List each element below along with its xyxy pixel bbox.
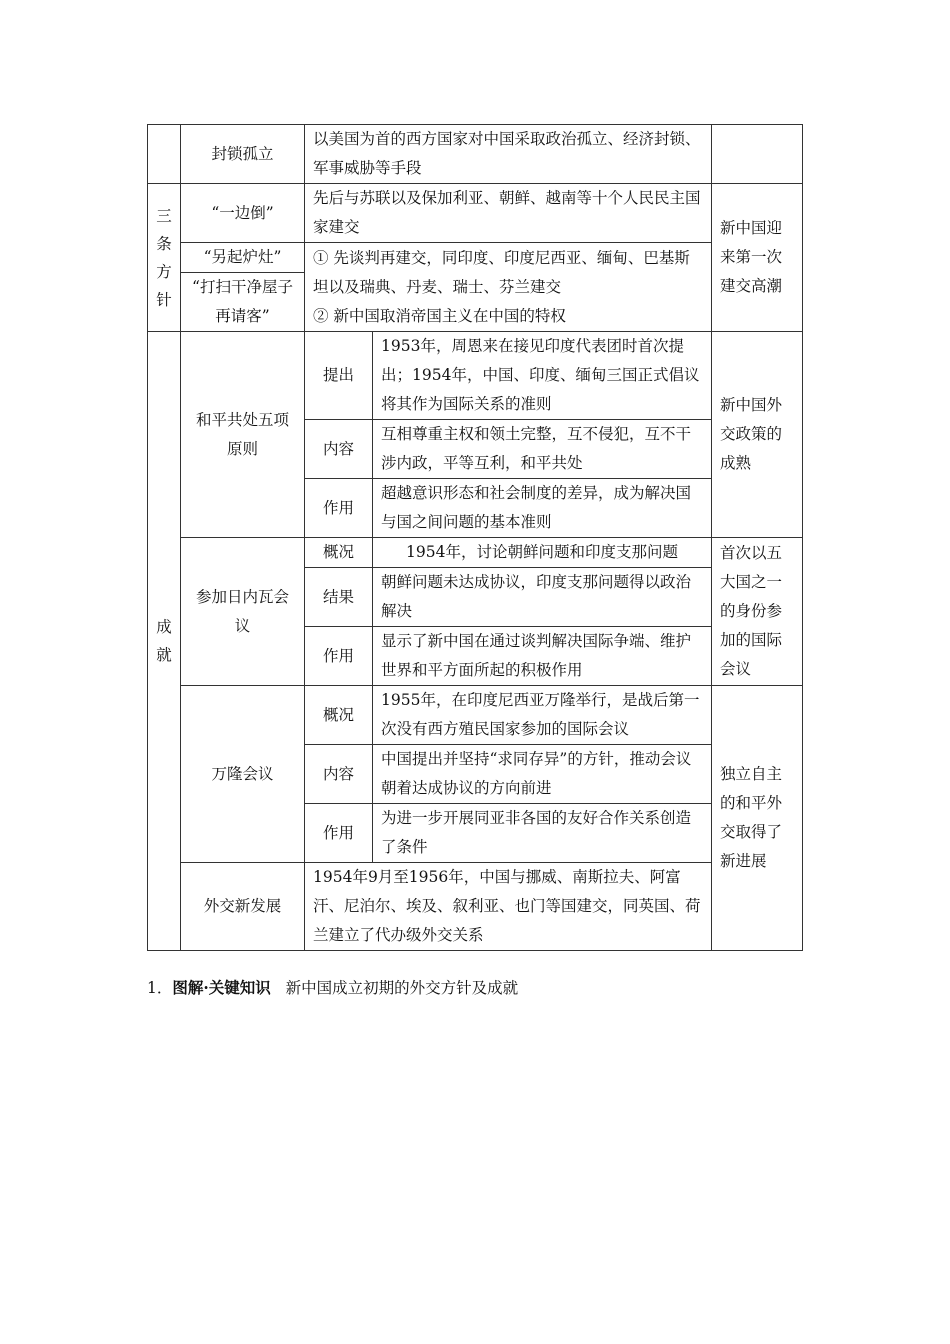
- new-stove-content: ① 先谈判再建交，同印度、印度尼西亚、缅甸、巴基斯坦以及瑞典、丹麦、瑞士、芬兰建交: [313, 248, 690, 296]
- bandung-content-label: 内容: [305, 745, 373, 804]
- five-principles-proposal-content: 1953年，周恩来在接见印度代表团时首次提出；1954年，中国、印度、缅甸三国正式倡议将其作为国际关系的准则: [373, 332, 712, 420]
- achievements-group-label: 成 就: [148, 332, 181, 951]
- policies-group-label: 三 条 方 针: [148, 184, 181, 332]
- independent-note: 独立自主的和平外交取得了新进展: [712, 686, 803, 951]
- geneva-result-content: 朝鲜问题未达成协议，印度支那问题得以政治解决: [373, 568, 712, 627]
- bandung-overview-content: 1955年，在印度尼西亚万隆举行，是战后第一次没有西方殖民国家参加的国际会议: [373, 686, 712, 745]
- table-row: [148, 538, 803, 568]
- policies-note: 新中国迎来第一次建交高潮: [712, 184, 803, 332]
- table-row: [148, 125, 803, 184]
- five-principles-note: 新中国外交政策的成熟: [712, 332, 803, 538]
- bandung-label: 万隆会议: [181, 686, 305, 863]
- caption-number: 1．: [147, 979, 173, 997]
- geneva-effect-label: 作用: [305, 627, 373, 686]
- diplomacy-table: [147, 124, 803, 951]
- bandung-overview-label: 概况: [305, 686, 373, 745]
- five-principles-content: 互相尊重主权和领土完整，互不侵犯，互不干涉内政，平等互利，和平共处: [373, 420, 712, 479]
- table-row: [148, 243, 803, 273]
- clean-house-label: “打扫干净屋子再请客”: [181, 273, 305, 332]
- clean-house-content: ② 新中国取消帝国主义在中国的特权: [313, 306, 566, 325]
- table-row: [148, 184, 803, 243]
- table-row: [148, 686, 803, 745]
- caption-bold: 图解·关键知识: [172, 978, 271, 997]
- geneva-result-label: 结果: [305, 568, 373, 627]
- geneva-overview-label: 概况: [305, 538, 373, 568]
- five-principles-proposal-label: 提出: [305, 332, 373, 420]
- blockade-content: 以美国为首的西方国家对中国采取政治孤立、经济封锁、军事威胁等手段: [305, 125, 712, 184]
- five-principles-effect-content: 超越意识形态和社会制度的差异，成为解决国与国之间问题的基本准则: [373, 479, 712, 538]
- new-stove-label: “另起炉灶”: [181, 243, 305, 273]
- bandung-effect-label: 作用: [305, 804, 373, 863]
- blockade-label: 封锁孤立: [181, 125, 305, 184]
- lean-one-side-label: “一边倒”: [181, 184, 305, 243]
- geneva-note: 首次以五大国之一的身份参加的国际会议: [712, 538, 803, 686]
- bandung-content: 中国提出并坚持“求同存异”的方针，推动会议朝着达成协议的方向前进: [373, 745, 712, 804]
- five-principles-label: 和平共处五项原则: [181, 332, 305, 538]
- figure-caption: [147, 976, 518, 1000]
- caption-text: 新中国成立初期的外交方针及成就: [285, 979, 519, 997]
- geneva-label: 参加日内瓦会议: [181, 538, 305, 686]
- blockade-note: [712, 125, 803, 184]
- new-development-label: 外交新发展: [181, 863, 305, 951]
- geneva-effect-content: 显示了新中国在通过谈判解决国际争端、维护世界和平方面所起的积极作用: [373, 627, 712, 686]
- bandung-effect-content: 为进一步开展同亚非各国的友好合作关系创造了条件: [373, 804, 712, 863]
- five-principles-effect-label: 作用: [305, 479, 373, 538]
- table-row: [148, 863, 803, 951]
- new-stove-clean-house-content: [305, 243, 712, 332]
- five-principles-content-label: 内容: [305, 420, 373, 479]
- lean-one-side-content: 先后与苏联以及保加利亚、朝鲜、越南等十个人民民主国家建交: [305, 184, 712, 243]
- new-development-content: 1954年9月至1956年，中国与挪威、南斯拉夫、阿富汗、尼泊尔、埃及、叙利亚、也门等国建交，同英国、荷兰建立了代办级外交关系: [305, 863, 712, 951]
- empty-cell: [148, 125, 181, 184]
- table-row: [148, 332, 803, 420]
- geneva-overview-content: 1954年，讨论朝鲜问题和印度支那问题: [373, 538, 712, 568]
